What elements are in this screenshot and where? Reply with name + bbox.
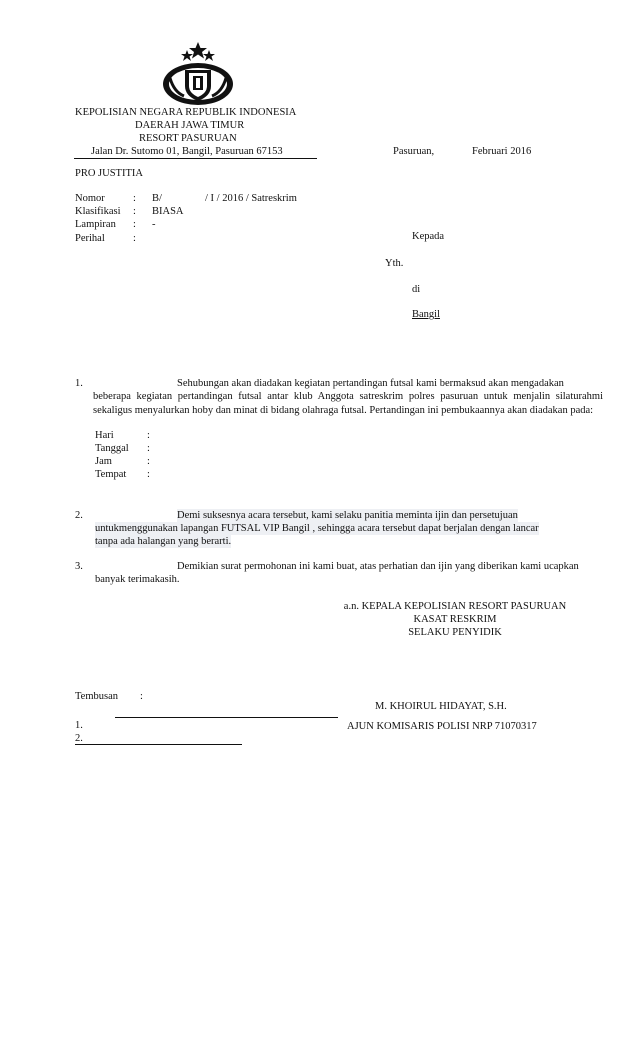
paragraph-3-number: 3. <box>75 561 83 572</box>
signature-line-2: KASAT RESKRIM <box>413 614 497 625</box>
klasifikasi-colon: : <box>133 206 136 217</box>
tembusan-label: Tembusan <box>75 691 119 702</box>
signature-line-3: SELAKU PENYIDIK <box>408 627 502 638</box>
schedule-jam-colon: : <box>147 456 150 467</box>
lampiran-colon: : <box>133 219 136 230</box>
paragraph-1-first-line: Sehubungan akan diadakan kegiatan pertandingan futsal kami bermaksud akan mengadakan <box>177 378 564 389</box>
paragraph-1-number: 1. <box>75 378 83 389</box>
tembusan-underline <box>75 744 242 745</box>
schedule-jam-label: Jam <box>95 456 112 467</box>
schedule-tempat-colon: : <box>147 469 150 480</box>
pro-justitia: PRO JUSTITIA <box>75 168 143 179</box>
schedule-tanggal-colon: : <box>147 443 150 454</box>
lampiran-label: Lampiran <box>75 219 116 230</box>
header-divider <box>74 158 317 159</box>
tembusan-item-1: 1. <box>75 720 83 731</box>
klasifikasi-label: Klasifikasi <box>75 206 121 217</box>
paragraph-2-first-line: Demi suksesnya acara tersebut, kami selaku panitia meminta ijin dan persetujuan <box>177 510 518 521</box>
signatory-rank: AJUN KOMISARIS POLISI NRP 71070317 <box>347 721 537 732</box>
paragraph-2-line-2: untukmenggunakan lapangan FUTSAL VIP Bangil , sehingga acara tersebut dapat berjalan dengan lancar <box>95 523 539 534</box>
signatory-name: M. KHOIRUL HIDAYAT, S.H. <box>375 701 507 712</box>
signature-line <box>115 717 338 718</box>
tembusan-colon: : <box>140 691 143 702</box>
perihal-colon: : <box>133 233 136 244</box>
schedule-tanggal-label: Tanggal <box>95 443 129 454</box>
nomor-colon: : <box>133 193 136 204</box>
header-line-1: KEPOLISIAN NEGARA REPUBLIK INDONESIA <box>75 107 297 118</box>
police-emblem-logo <box>160 40 236 106</box>
klasifikasi-value: BIASA <box>152 206 184 217</box>
tembusan-item-2: 2. <box>75 733 83 744</box>
addressee-yth: Yth. <box>385 258 404 269</box>
paragraph-3-first-line: Demikian surat permohonan ini kami buat, atas perhatian dan ijin yang diberikan kami ucapkan <box>177 561 579 572</box>
addressee-di: di <box>412 284 421 295</box>
nomor-value: B/ <box>152 193 162 204</box>
addressee-kepada: Kepada <box>412 231 445 242</box>
header-line-2: DAERAH JAWA TIMUR <box>135 120 245 131</box>
nomor-label: Nomor <box>75 193 105 204</box>
schedule-hari-colon: : <box>147 430 150 441</box>
nomor-suffix: / I / 2016 / Satreskrim <box>205 193 297 204</box>
header-address: Jalan Dr. Sutomo 01, Bangil, Pasuruan 67153 <box>91 146 283 157</box>
header-line-3: RESORT PASURUAN <box>139 133 237 144</box>
paragraph-3-line-2: banyak terimakasih. <box>95 574 180 585</box>
lampiran-value: - <box>152 219 156 230</box>
addressee-place: Bangil <box>412 309 440 320</box>
paragraph-2-number: 2. <box>75 510 83 521</box>
perihal-label: Perihal <box>75 233 105 244</box>
letter-date: Februari 2016 <box>472 146 532 157</box>
letter-place: Pasuruan, <box>393 146 435 157</box>
schedule-tempat-label: Tempat <box>95 469 127 480</box>
paragraph-1-body: beberapa kegiatan pertandingan futsal antar klub Anggota satreskrim polres pasuruan untuk menjalin silaturahmi sekaligus menyalurkan hoby dan minat di bidang olahraga futsal. Pertandingan ini pembukaannya akan diadakan pada: <box>93 391 603 416</box>
paragraph-2-line-3: tanpa ada halangan yang berarti. <box>95 536 232 547</box>
signature-line-1: a.n. KEPALA KEPOLISIAN RESORT PASURUAN <box>343 601 567 612</box>
schedule-hari-label: Hari <box>95 430 114 441</box>
